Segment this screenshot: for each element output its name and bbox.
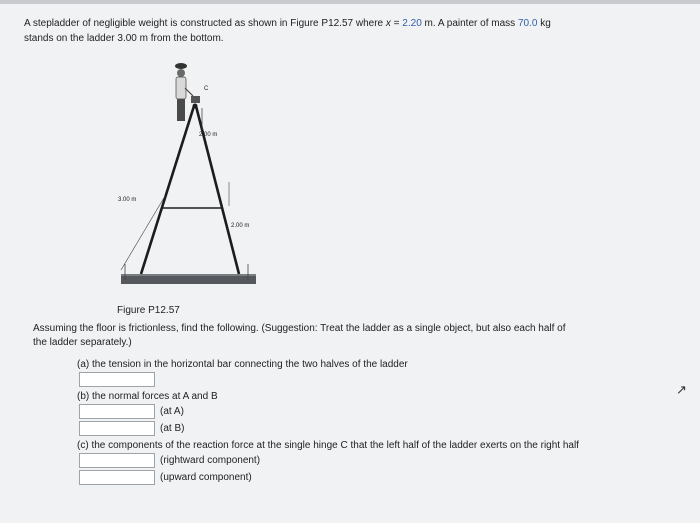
mass-value: 70.0 xyxy=(517,18,538,29)
label-right-dimension: 2.00 m xyxy=(231,223,250,229)
part-a-label: (a) the tension in the horizontal bar connecting the two halves of the ladder xyxy=(77,359,408,370)
variable-x: x xyxy=(385,18,391,29)
label-top-dimension: 2.00 m xyxy=(199,132,218,138)
part-c-label: (c) the components of the reaction force at the single hinge C that the left half of the ladder exerts on the right half xyxy=(77,440,579,451)
part-b-at-a-label: (at A) xyxy=(160,406,184,417)
figure-caption: Figure P12.57 xyxy=(117,305,180,316)
part-c-rightward-input[interactable] xyxy=(79,453,155,468)
paint-bucket xyxy=(191,96,200,103)
part-c-upward-label: (upward component) xyxy=(160,472,252,483)
painter-head xyxy=(177,69,185,77)
dimension-line-left xyxy=(121,196,165,270)
x-value: 2.20 xyxy=(402,18,422,29)
floor xyxy=(121,276,256,284)
problem-line-2: stands on the ladder 3.00 m from the bottom. xyxy=(24,33,224,44)
part-c-upward-input[interactable] xyxy=(79,470,155,485)
problem-text: A stepladder of negligible weight is constructed as shown in Figure P12.57 where xyxy=(24,18,384,29)
part-a-answer-input[interactable] xyxy=(79,372,155,387)
part-b-label: (b) the normal forces at A and B xyxy=(77,391,218,402)
painter-body xyxy=(176,77,186,99)
label-left-dimension: 3.00 m xyxy=(118,197,137,203)
part-b-at-b-label: (at B) xyxy=(160,423,185,434)
equals-sign: = xyxy=(393,18,400,29)
stepladder-figure xyxy=(105,58,275,293)
floor-edge xyxy=(121,274,256,276)
left-ladder-leg xyxy=(141,106,194,274)
hinge-c xyxy=(193,104,198,109)
x-unit-text: m. A painter of mass xyxy=(424,18,516,29)
part-b-at-a-input[interactable] xyxy=(79,404,155,419)
part-c-rightward-label: (rightward component) xyxy=(160,455,261,466)
painter-legs xyxy=(177,99,185,121)
mass-unit: kg xyxy=(540,18,551,29)
instructions-line-1: Assuming the floor is frictionless, find the following. (Suggestion: Treat the ladder as a single object, but also each half of xyxy=(33,323,566,334)
part-b-at-b-input[interactable] xyxy=(79,421,155,436)
problem-line-1 xyxy=(24,17,551,30)
painter-figure xyxy=(175,63,200,121)
painter-hat xyxy=(175,63,187,69)
instructions-line-2: the ladder separately.) xyxy=(33,337,132,348)
mouse-cursor-icon: ↗ xyxy=(676,382,687,397)
label-c: C xyxy=(204,86,209,92)
